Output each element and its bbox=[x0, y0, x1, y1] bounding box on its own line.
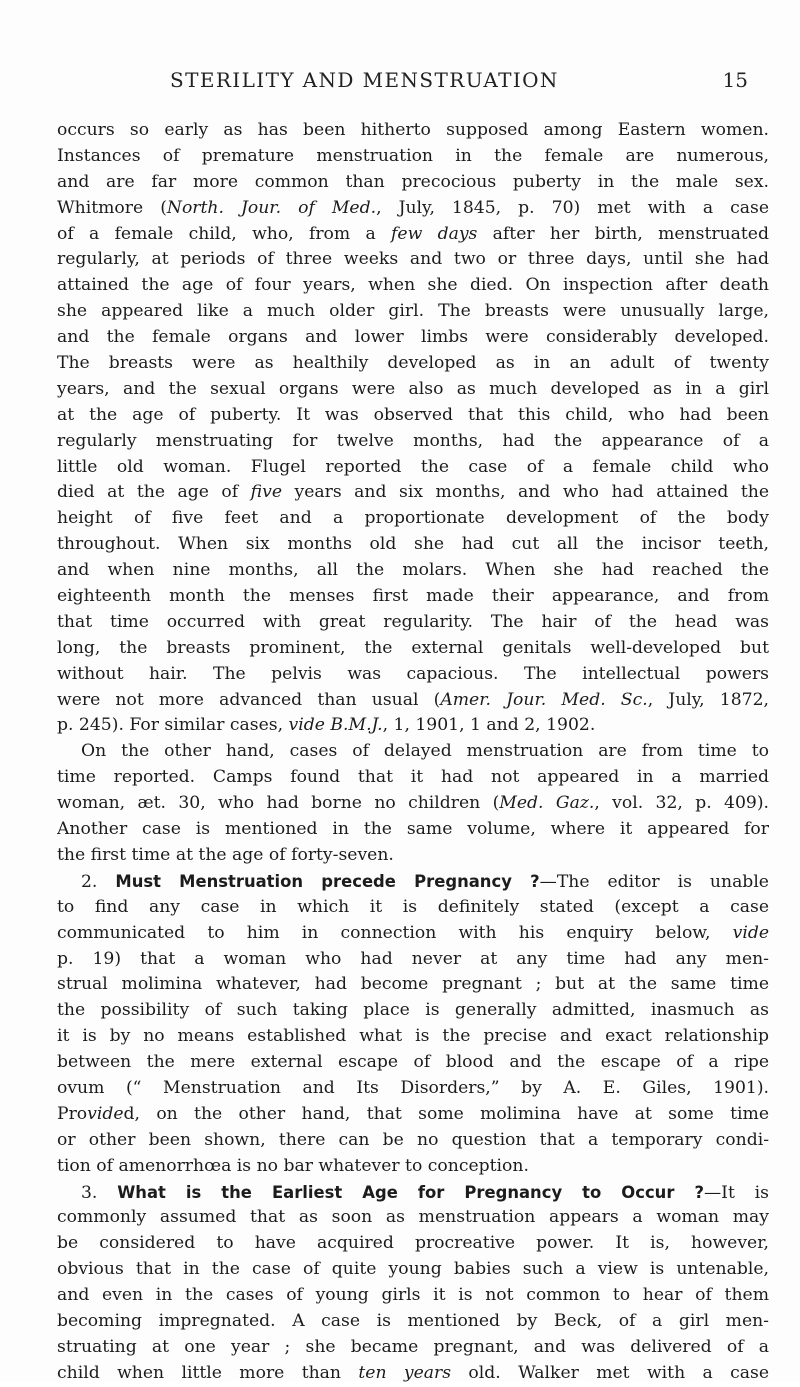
text-line: and even in the cases of young girls it is not common to hear of them bbox=[57, 1285, 769, 1306]
text-line: Provided, on the other hand, that some molimina have at some time bbox=[57, 1103, 769, 1124]
text-line: without hair. The pelvis was capacious. The intellectual powers bbox=[57, 663, 769, 684]
text-line: communicated to him in connection with his enquiry below, vide bbox=[57, 922, 769, 943]
text-line: and the female organs and lower limbs were considerably developed. bbox=[57, 327, 769, 348]
text-line: at the age of puberty. It was observed that this child, who had been bbox=[57, 404, 769, 425]
text-line: child when little more than ten years old. Walker met with a case bbox=[57, 1362, 769, 1383]
text-line: or other been shown, there can be no question that a temporary condi- bbox=[57, 1129, 769, 1150]
text-line: long, the breasts prominent, the external genitals well-developed but bbox=[57, 637, 769, 658]
running-title: STERILITY AND MENSTRUATION bbox=[170, 68, 559, 92]
text-line: and are far more common than precocious puberty in the male sex. bbox=[57, 171, 769, 192]
text-line: were not more advanced than usual (Amer. Jour. Med. Sc., July, 1872, bbox=[57, 689, 769, 710]
text-line: regularly menstruating for twelve months, had the appearance of a bbox=[57, 430, 769, 451]
text-line: died at the age of five years and six months, and who had attained the bbox=[57, 482, 769, 503]
section-3-heading-line: 3. What is the Earliest Age for Pregnancy to Occur ?—It is bbox=[81, 1182, 769, 1203]
text-line: she appeared like a much older girl. The breasts were unusually large, bbox=[57, 301, 769, 322]
text-line: ovum (“ Menstruation and Its Disorders,” by A. E. Giles, 1901). bbox=[57, 1077, 769, 1098]
text-line: commonly assumed that as soon as menstruation appears a woman may bbox=[57, 1207, 769, 1228]
text-line: Whitmore (North. Jour. of Med., July, 1845, p. 70) met with a case bbox=[57, 197, 769, 218]
text-line: and when nine months, all the molars. When she had reached the bbox=[57, 560, 769, 581]
text-line: the possibility of such taking place is generally admitted, inasmuch as bbox=[57, 1000, 769, 1021]
text-line: it is by no means established what is the precise and exact relationship bbox=[57, 1026, 769, 1047]
text-line: between the mere external escape of blood and the escape of a ripe bbox=[57, 1052, 769, 1073]
text-line: obvious that in the case of quite young babies such a view is untenable, bbox=[57, 1259, 769, 1280]
text-line: occurs so early as has been hitherto supposed among Eastern women. bbox=[57, 120, 769, 140]
text-line: p. 19) that a woman who had never at any time had any men- bbox=[57, 948, 769, 969]
text-line: the first time at the age of forty-seven. bbox=[57, 844, 394, 865]
text-line: On the other hand, cases of delayed menstruation are from time to bbox=[81, 741, 769, 762]
text-line: time reported. Camps found that it had not appeared in a married bbox=[57, 767, 769, 788]
text-line: becoming impregnated. A case is mentioned by Beck, of a girl men- bbox=[57, 1310, 769, 1331]
body-text bbox=[57, 118, 769, 1387]
text-line: woman, æt. 30, who had borne no children (Med. Gaz., vol. 32, p. 409). bbox=[57, 793, 769, 814]
text-line: that time occurred with great regularity. The hair of the head was bbox=[57, 611, 769, 632]
text-line: throughout. When six months old she had cut all the incisor teeth, bbox=[57, 534, 769, 555]
section-2-heading-line: 2. Must Menstruation precede Pregnancy ?—The editor is unable bbox=[81, 871, 769, 892]
text-line: years, and the sexual organs were also as much developed as in a girl bbox=[57, 378, 769, 399]
text-line: struating at one year ; she became pregnant, and was delivered of a bbox=[57, 1336, 769, 1357]
text-line: be considered to have acquired procreative power. It is, however, bbox=[57, 1233, 769, 1254]
text-line: tion of amenorrhœa is no bar whatever to conception. bbox=[57, 1155, 529, 1176]
text-line: of a female child, who, from a few days after her birth, menstruated bbox=[57, 223, 769, 244]
text-line: The breasts were as healthily developed as in an adult of twenty bbox=[57, 353, 769, 374]
running-header bbox=[138, 68, 770, 96]
text-line: height of five feet and a proportionate development of the body bbox=[57, 508, 769, 529]
text-line: little old woman. Flugel reported the case of a female child who bbox=[57, 456, 769, 477]
text-line: strual molimina whatever, had become pregnant ; but at the same time bbox=[57, 974, 769, 995]
text-line: Another case is mentioned in the same volume, where it appeared for bbox=[57, 819, 769, 840]
text-line: eighteenth month the menses first made their appearance, and from bbox=[57, 586, 769, 607]
text-line: attained the age of four years, when she died. On inspection after death bbox=[57, 275, 769, 296]
text-line: regularly, at periods of three weeks and two or three days, until she had bbox=[57, 249, 769, 270]
page-number: 15 bbox=[722, 68, 748, 92]
text-line: to find any case in which it is definitely stated (except a case bbox=[57, 896, 769, 917]
text-line: Instances of premature menstruation in the female are numerous, bbox=[57, 145, 769, 166]
text-line: p. 245). For similar cases, vide B.M.J., 1, 1901, 1 and 2, 1902. bbox=[57, 715, 596, 736]
